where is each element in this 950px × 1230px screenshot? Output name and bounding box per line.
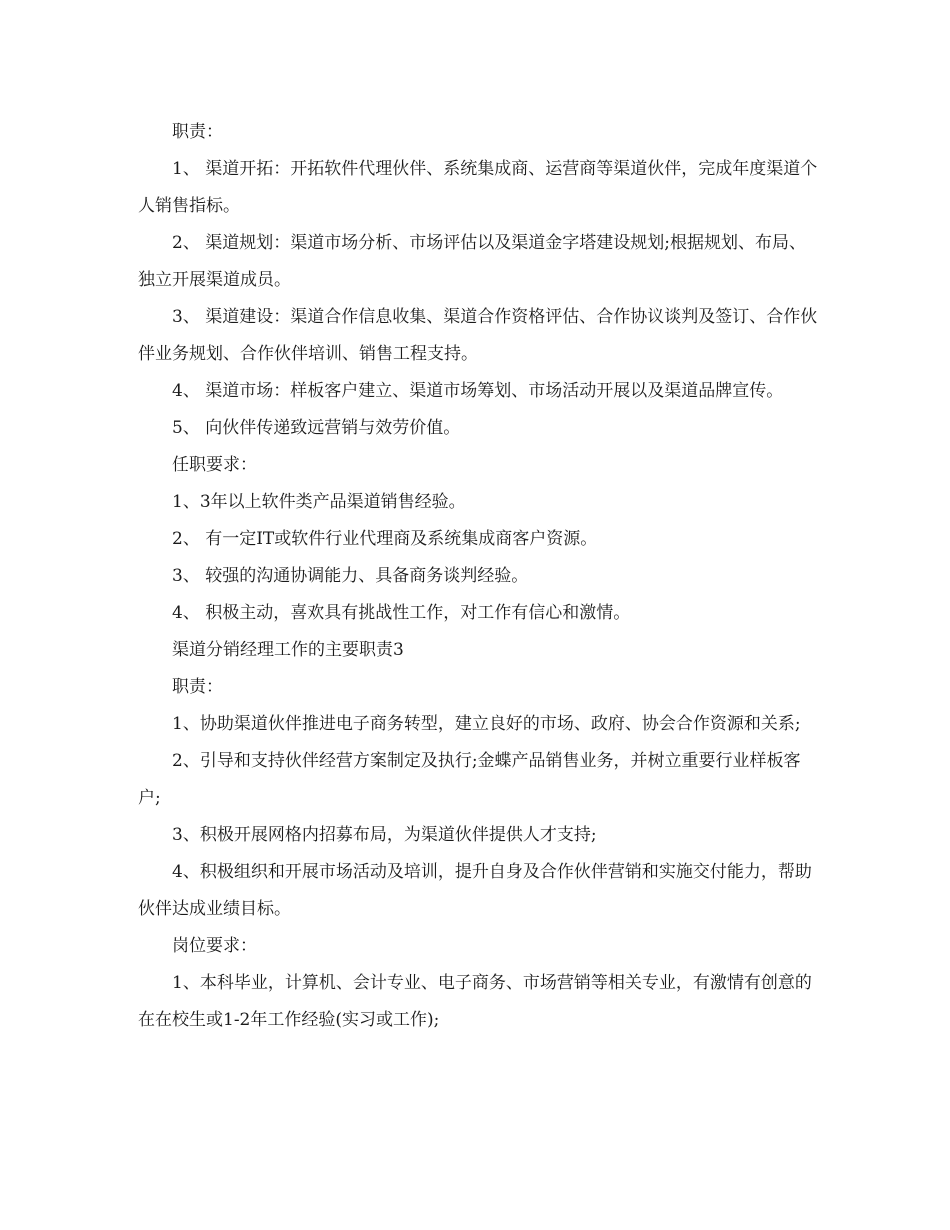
duty3-item-2: 2、引导和支持伙伴经营方案制定及执行;金蝶产品销售业务，并树立重要行业样板客户;	[138, 751, 801, 808]
section-title-3: 渠道分销经理工作的主要职责3	[172, 640, 404, 660]
requirement-item-4: 4、 积极主动，喜欢具有挑战性工作，对工作有信心和激情。	[172, 603, 631, 623]
duty-item-1: 1、 渠道开拓：开拓软件代理伙伴、系统集成商、运营商等渠道伙伴，完成年度渠道个人销售指标。	[138, 159, 818, 216]
position-requirement-item-1: 1、本科毕业，计算机、会计专业、电子商务、市场营销等相关专业，有激情有创意的在在校生或1-2年工作经验(实习或工作);	[138, 973, 812, 1030]
duty-item-3: 3、 渠道建设：渠道合作信息收集、渠道合作资格评估、合作协议谈判及签订、合作伙伴业务规划、合作伙伴培训、销售工程支持。	[138, 307, 818, 364]
section-heading-duties-3: 职责：	[172, 677, 223, 697]
requirement-item-3: 3、 较强的沟通协调能力、具备商务谈判经验。	[172, 566, 529, 586]
section-heading-duties: 职责：	[172, 122, 223, 142]
document-body	[138, 114, 818, 1039]
duty-item-5: 5、 向伙伴传递致远营销与效劳价值。	[172, 418, 461, 438]
section-heading-requirements: 任职要求：	[172, 455, 257, 475]
requirement-item-1: 1、3年以上软件类产品渠道销售经验。	[172, 492, 466, 512]
section-heading-position-requirements: 岗位要求：	[172, 936, 257, 956]
duty3-item-3: 3、积极开展网格内招募布局，为渠道伙伴提供人才支持;	[172, 825, 597, 845]
duty3-item-1: 1、协助渠道伙伴推进电子商务转型，建立良好的市场、政府、协会合作资源和关系;	[172, 714, 801, 734]
duty-item-2: 2、 渠道规划：渠道市场分析、市场评估以及渠道金字塔建设规划;根据规划、布局、独立开展渠道成员。	[138, 233, 806, 290]
duty-item-4: 4、 渠道市场：样板客户建立、渠道市场筹划、市场活动开展以及渠道品牌宣传。	[172, 381, 784, 401]
requirement-item-2: 2、 有一定IT或软件行业代理商及系统集成商客户资源。	[172, 529, 598, 549]
duty3-item-4: 4、积极组织和开展市场活动及培训，提升自身及合作伙伴营销和实施交付能力，帮助伙伴达成业绩目标。	[138, 862, 812, 919]
